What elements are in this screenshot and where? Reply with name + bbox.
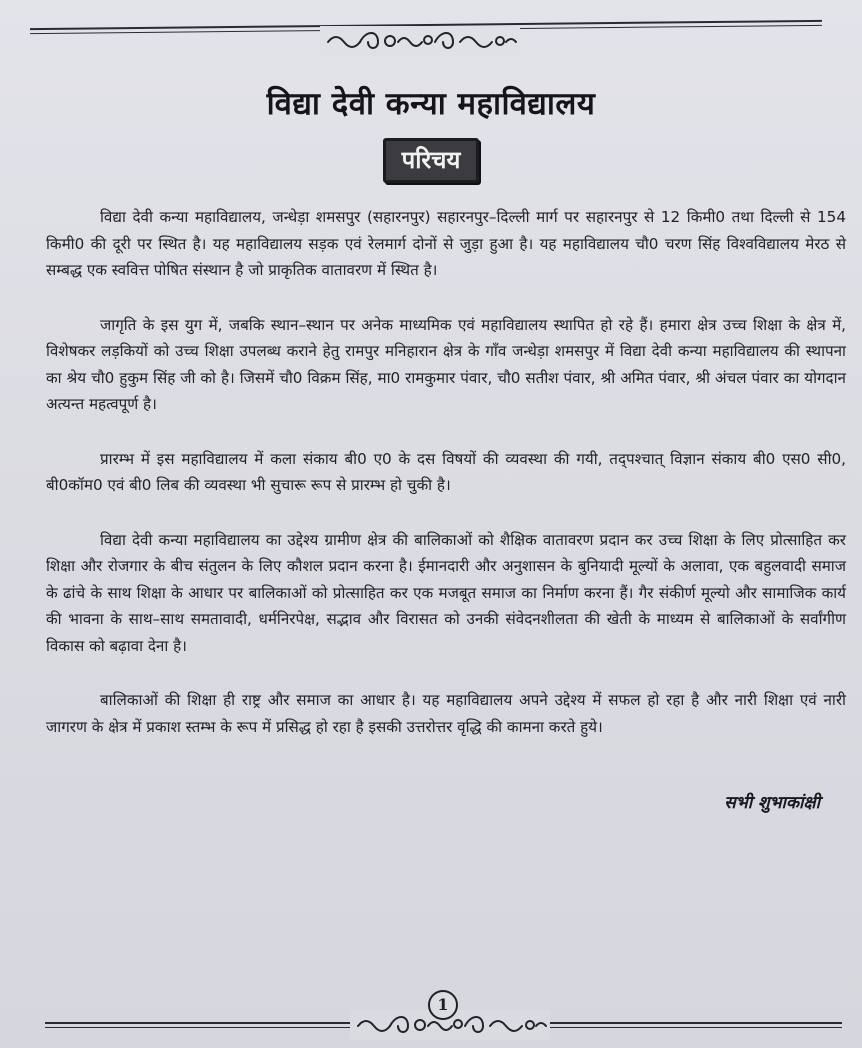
introduction-body <box>46 204 846 768</box>
paragraph-courses: प्रारम्भ में इस महाविद्यालय में कला संकाय बी0 ए0 के दस विषयों की व्यवस्था की गयी, तद्पश्चात् विज्ञान संकाय बी0 एस0 सी0, बी0कॉम0 एवं बी0 लिब की व्यवस्था भी सुचारू रूप से प्रारम्भ हो चुकी है। <box>46 449 846 494</box>
college-title: विद्या देवी कन्या महाविद्यालय <box>266 86 596 122</box>
page-number: 1 <box>428 990 458 1020</box>
paragraph-location: विद्या देवी कन्या महाविद्यालय, जन्धेड़ा शमसपुर (सहारनपुर) सहारनपुर–दिल्ली मार्ग पर सहारनपुर से 12 किमी0 तथा दिल्ली से 154 किमी0 की दूरी पर स्थित है। यह महाविद्यालय सड़क एवं रेलमार्ग दोनों से जुड़ा हुआ है। यह महाविद्यालय चौ0 चरण सिंह विश्वविद्यालय मेरठ से सम्बद्ध एक स्ववित्त पोषित संस्थान है जो प्राकृतिक वातावरण में स्थित है। <box>46 208 846 279</box>
paragraph-objective: विद्या देवी कन्या महाविद्यालय का उद्देश्य ग्रामीण क्षेत्र की बालिकाओं को शैक्षिक वातावरण प्रदान कर उच्च शिक्षा के लिए प्रोत्साहित कर शिक्षा और रोजगार के बीच संतुलन के लिए कौशल प्रदान करना है। ईमानदारी और अनुशासन के बुनियादी मूल्यों के अलावा, एक बहुलवादी समाज के ढांचे के साथ शिक्षा के आधार पर बालिकाओं को प्रोत्साहित कर एक मजबूत समाज का निर्माण करना हैं। गैर संकीर्ण मूल्यो और सामाजिक कार्य की भावना के साथ–साथ समतावादी, धर्मनिरपेक्ष, सद्भाव और विरासत को उनकी संवेदनशीलता की खेती के माध्यम से बालिकाओं के सर्वांगीण विकास को बढ़ावा देना है। <box>46 530 846 655</box>
paragraph-conclusion: बालिकाओं की शिक्षा ही राष्ट्र और समाज का आधार है। यह महाविद्यालय अपने उद्देश्य में सफल हो रहा है और नारी शिक्षा एवं नारी जागरण के क्षेत्र में प्रकाश स्तम्भ के रूप में प्रसिद्ध हो रहा है इसकी उत्तरोत्तर वृद्धि की कामना करते हुये। <box>46 691 846 736</box>
top-floral-ornament <box>320 26 520 56</box>
paragraph-founding: जागृति के इस युग में, जबकि स्थान–स्थान पर अनेक माध्यमिक एवं महाविद्यालय स्थापित हो रहे हैं। हमारा क्षेत्र उच्च शिक्षा के क्षेत्र में, विशेषकर लड़कियों को उच्च शिक्षा उपलब्ध कराने हेतु रामपुर मनिहारान क्षेत्र के गाँव जन्धेड़ा शमसपुर में विद्या देवी कन्या महाविद्यालय की स्थापना का श्रेय चौ0 हुकुम सिंह जी को है। जिसमें चौ0 विक्रम सिंह, मा0 रामकुमार पंवार, चौ0 सतीश पंवार, श्री अमित पंवार, श्री अंचल पंवार का योगदान अत्यन्त महत्वपूर्ण है। <box>46 315 846 413</box>
signature: सभी शुभाकांक्षी <box>724 793 820 813</box>
section-badge-introduction: परिचय <box>383 138 480 183</box>
